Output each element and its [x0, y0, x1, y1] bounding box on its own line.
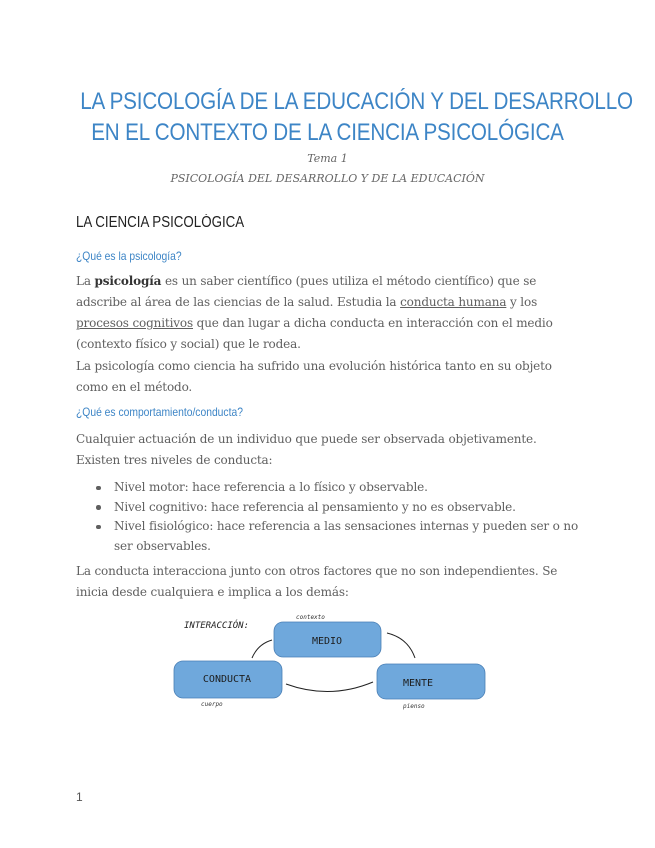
interaction-diagram [170, 608, 500, 718]
node-conducta-label: CONDUCTA [202, 674, 252, 685]
diagram-title-label: INTERACCIÓN: [184, 621, 250, 631]
document-title [80, 86, 633, 148]
list-item: Nivel motor: hace referencia a lo físico y observable. [76, 478, 581, 498]
list-item: Nivel cognitivo: hace referencia al pensamiento y no es observable. [76, 498, 581, 518]
title-line-1: LA PSICOLOGÍA DE LA EDUCACIÓN Y DEL DESARROLLO [80, 88, 633, 115]
node-medio-label: MEDIO [311, 636, 343, 647]
mente-note: pienso [403, 703, 425, 710]
arrow-conducta-medio [252, 640, 272, 658]
topic-label: Tema 1 [307, 152, 348, 165]
question-heading-behavior: ¿Qué es comportamiento/conducta? [76, 405, 243, 419]
question-heading-psychology: ¿Qué es la psicología? [76, 249, 182, 263]
medio-note: contexto [296, 614, 325, 621]
bold-term: psicología [94, 274, 162, 288]
page-number: 1 [76, 790, 83, 804]
arrow-medio-mente [387, 633, 415, 658]
title-line-2: EN EL CONTEXTO DE LA CIENCIA PSICOLÓGICA [91, 119, 564, 146]
node-mente-label: MENTE [402, 678, 434, 689]
levels-list [76, 478, 581, 556]
paragraph-history: La psicología como ciencia ha sufrido una evolución histórica tanto en su objeto como en el método. [76, 359, 552, 394]
paragraph-interaction: La conducta interacciona junto con otros factores que no son independientes. Se inicia desde cualquiera e implica a los demás: [76, 564, 558, 599]
list-item: Nivel fisiológico: hace referencia a las sensaciones internas y pueden ser o no ser observables. [76, 517, 581, 556]
underlined-term-conducta: conducta humana [400, 295, 507, 309]
conducta-note: cuerpo [201, 701, 223, 708]
underlined-term-procesos: procesos cognitivos [76, 316, 193, 330]
subject-label: PSICOLOGÍA DEL DESARROLLO Y DE LA EDUCACIÓN [170, 172, 485, 185]
arrow-conducta-mente [286, 682, 373, 692]
paragraph-psychology-definition: La psicología es un saber científico (pues utiliza el método científico) que se adscribe al área de las ciencias de la salud. Estudia la conducta humana y los procesos cognitivos que dan lugar a dicha conducta en interacción con el medio (contexto físico y social) que le rodea. [76, 274, 553, 351]
section-heading: LA CIENCIA PSICOLÓGICA [76, 214, 245, 231]
paragraph-behavior-definition: Cualquier actuación de un individuo que puede ser observada objetivamente. Existen tres niveles de conducta: [76, 432, 537, 467]
